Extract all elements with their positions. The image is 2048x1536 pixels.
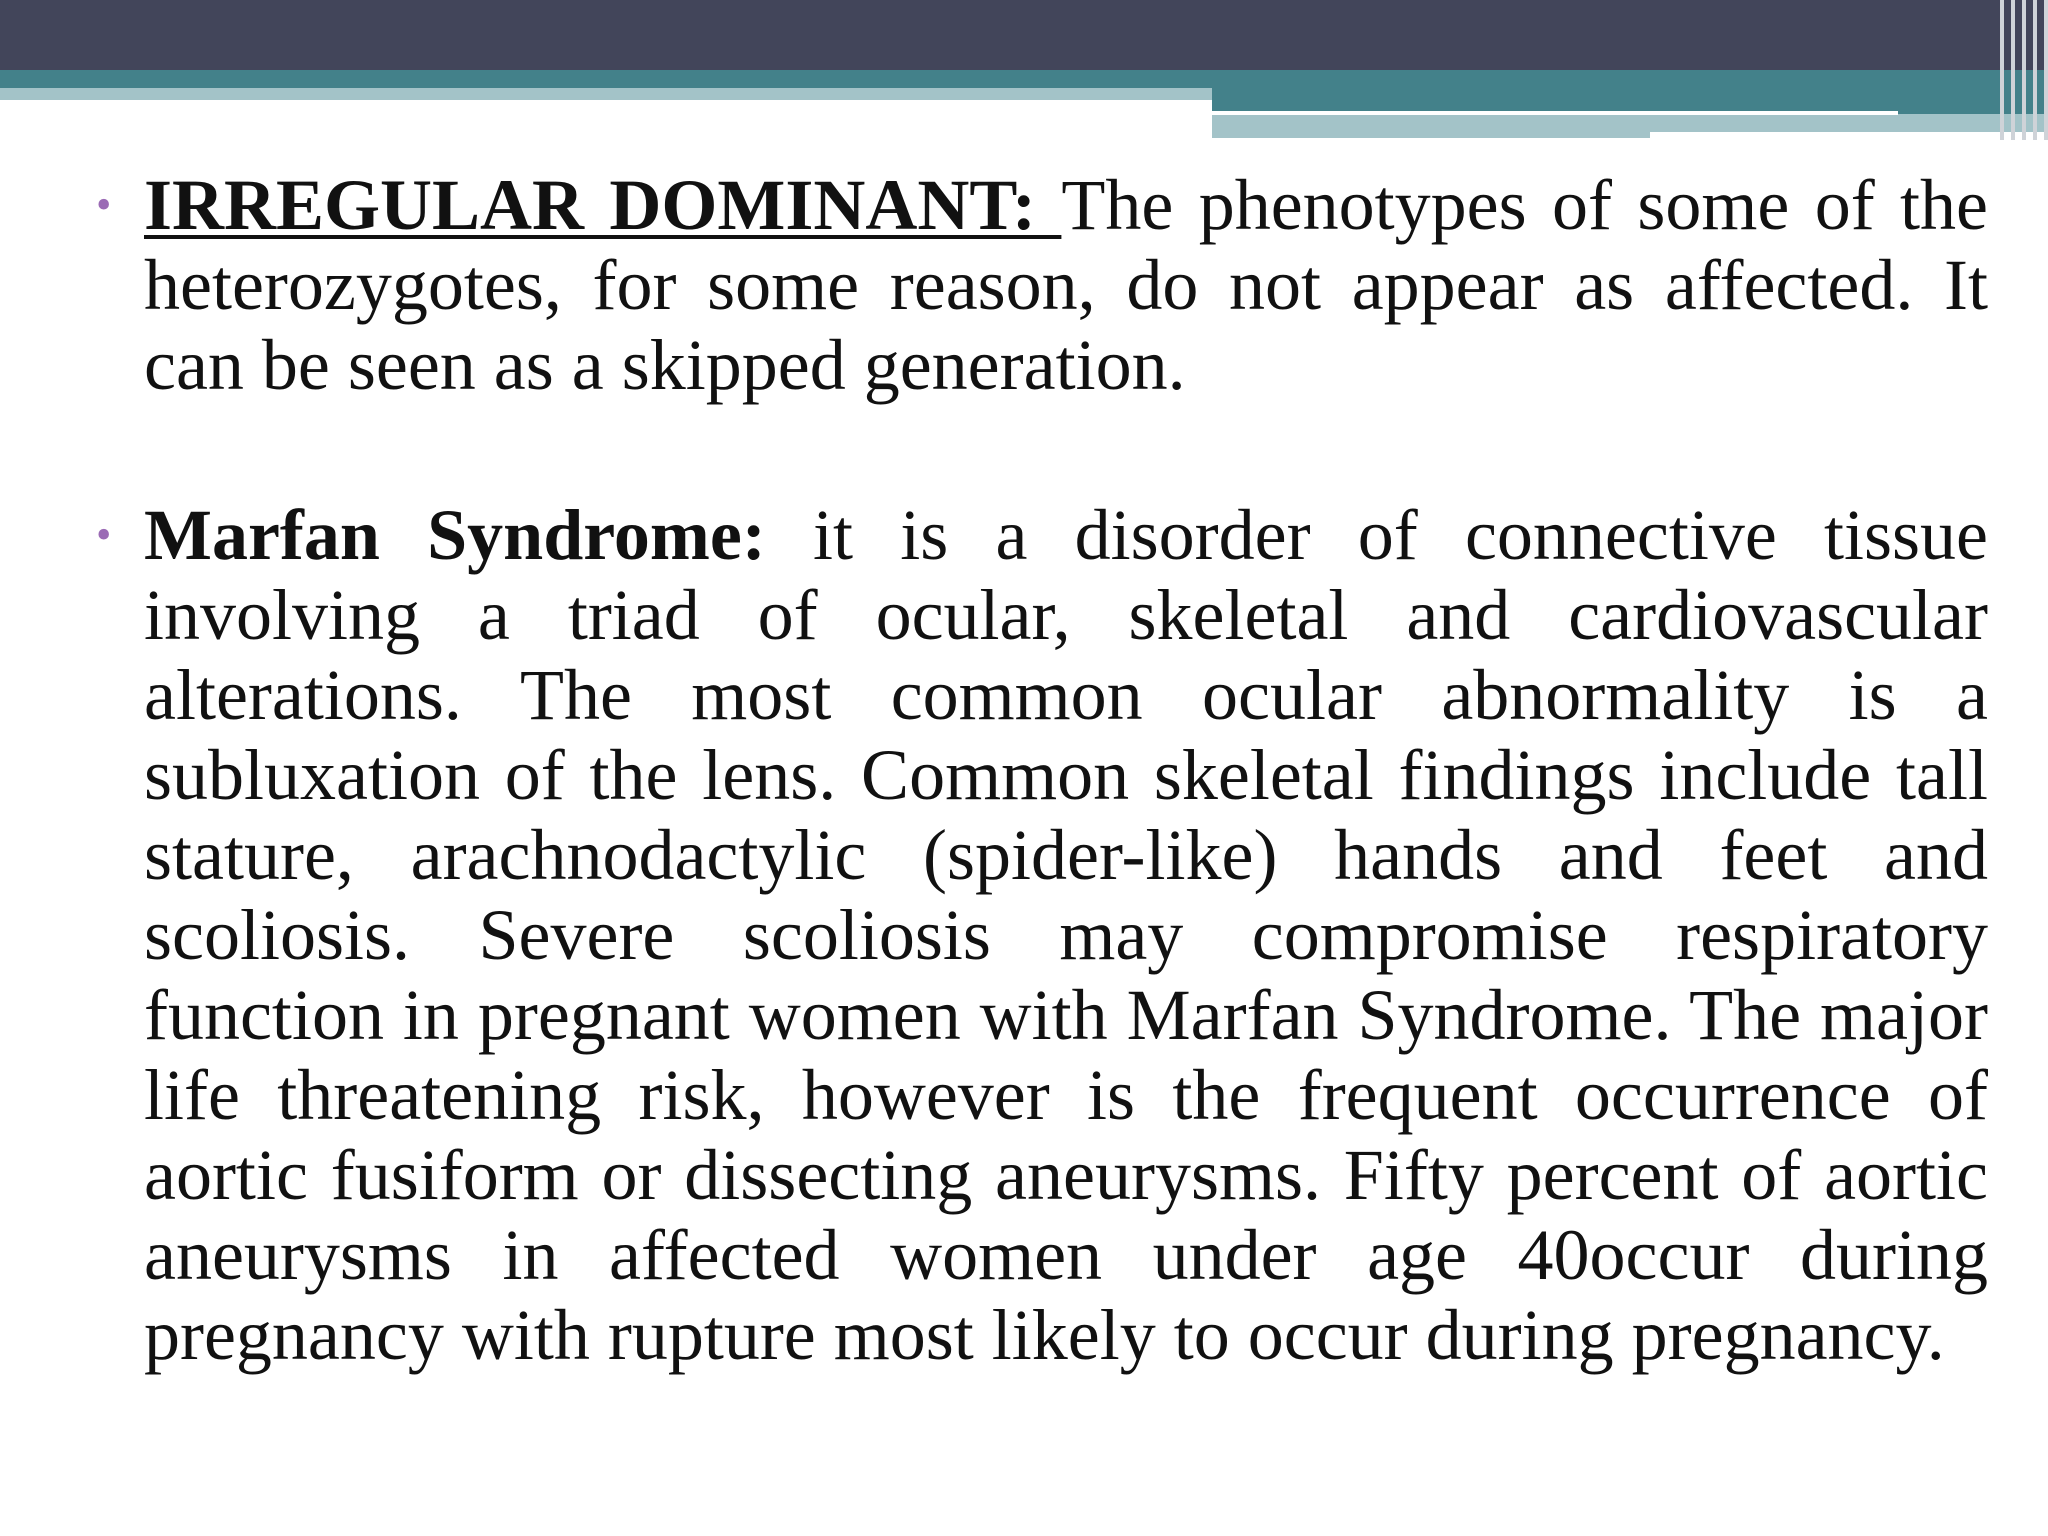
header-stripes [2000,0,2048,140]
bullet-text: it is a disorder of connective tissue involving a triad of ocular, skeletal and cardiovascular alterations. The most common ocular abnormality is a subluxation of the lens. Common skeletal findings include tall stature, arachnodactylic (spider-like) hands and feet and scoliosis. Severe scoliosis may compromise respiratory function in pregnant women with Marfan Syndrome. The major life threatening risk, however is the frequent occurrence of aortic fusiform or dissecting aneurysms. Fifty percent of aortic aneurysms in affected women under age 40occur during pregnancy with rupture most likely to occur during pregnancy. [144,495,1988,1375]
header-band-dark [0,0,2048,70]
header-band-teal [0,70,2048,88]
slide-content [96,165,1988,1375]
bullet-dot: • [96,510,112,559]
bullet-marfan-syndrome [96,495,1988,1375]
header-band-white-line [1212,111,1898,115]
bullet-term: Marfan Syndrome: [144,495,766,575]
bullet-term: IRREGULAR DOMINANT: [144,165,1062,245]
header-band-teal-light [0,88,1212,100]
bullet-dot: • [96,180,112,229]
bullet-text: The phenotypes of some of the heterozygotes, for some reason, do not appear as affected. It can be seen as a skipped generation. [144,165,1988,405]
header-band-step [1650,132,2048,140]
bullet-irregular-dominant [96,165,1988,405]
